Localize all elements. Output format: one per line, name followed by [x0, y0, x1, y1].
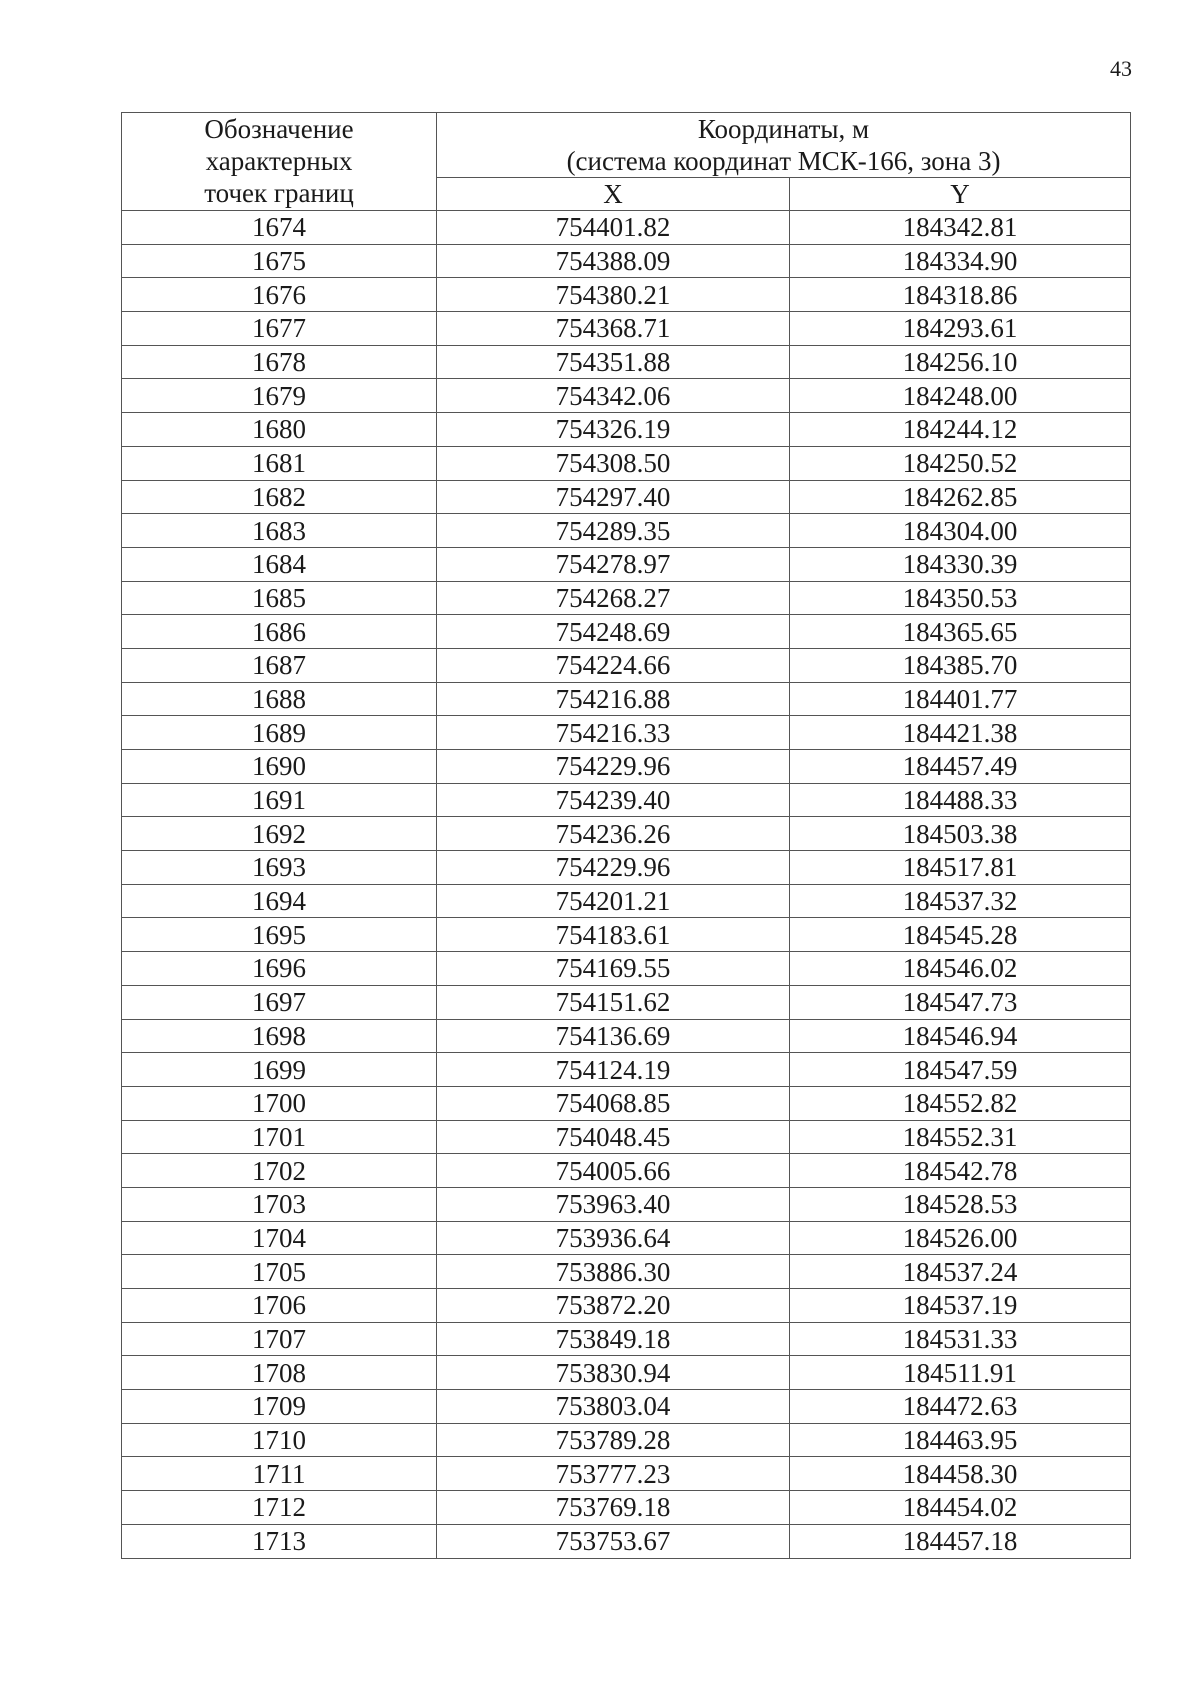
table-row [122, 446, 1131, 480]
table-row [122, 278, 1131, 312]
y-coordinate-cell: 184552.31 [790, 1120, 1131, 1154]
point-id-cell: 1696 [122, 952, 437, 986]
table-row [122, 1154, 1131, 1188]
y-coordinate-cell: 184511.91 [790, 1356, 1131, 1390]
point-id-cell: 1709 [122, 1390, 437, 1424]
point-id-cell: 1697 [122, 985, 437, 1019]
y-coordinate-cell: 184488.33 [790, 783, 1131, 817]
table-row [122, 514, 1131, 548]
point-id-cell: 1688 [122, 682, 437, 716]
y-coordinate-cell: 184545.28 [790, 918, 1131, 952]
header-x: X [437, 178, 790, 211]
x-coordinate-cell: 754297.40 [437, 480, 790, 514]
point-id-cell: 1695 [122, 918, 437, 952]
y-coordinate-cell: 184293.61 [790, 312, 1131, 346]
x-coordinate-cell: 753769.18 [437, 1491, 790, 1525]
y-coordinate-cell: 184547.73 [790, 985, 1131, 1019]
x-coordinate-cell: 754278.97 [437, 547, 790, 581]
y-coordinate-cell: 184472.63 [790, 1390, 1131, 1424]
point-id-cell: 1677 [122, 312, 437, 346]
x-coordinate-cell: 753753.67 [437, 1524, 790, 1558]
y-coordinate-cell: 184342.81 [790, 211, 1131, 245]
y-coordinate-cell: 184537.19 [790, 1289, 1131, 1323]
y-coordinate-cell: 184531.33 [790, 1322, 1131, 1356]
table-row [122, 716, 1131, 750]
table-row [122, 1524, 1131, 1558]
table-row [122, 1457, 1131, 1491]
y-coordinate-cell: 184552.82 [790, 1086, 1131, 1120]
x-coordinate-cell: 754268.27 [437, 581, 790, 615]
point-id-cell: 1686 [122, 615, 437, 649]
x-coordinate-cell: 753803.04 [437, 1390, 790, 1424]
point-id-cell: 1684 [122, 547, 437, 581]
table-row [122, 1255, 1131, 1289]
table-row [122, 312, 1131, 346]
table-row [122, 480, 1131, 514]
x-coordinate-cell: 754289.35 [437, 514, 790, 548]
point-id-cell: 1711 [122, 1457, 437, 1491]
x-coordinate-cell: 754239.40 [437, 783, 790, 817]
table-row [122, 1187, 1131, 1221]
table-row [122, 817, 1131, 851]
point-id-cell: 1713 [122, 1524, 437, 1558]
x-coordinate-cell: 753777.23 [437, 1457, 790, 1491]
x-coordinate-cell: 754048.45 [437, 1120, 790, 1154]
y-coordinate-cell: 184262.85 [790, 480, 1131, 514]
page-number: 43 [1110, 56, 1132, 81]
y-coordinate-cell: 184385.70 [790, 648, 1131, 682]
table-row [122, 682, 1131, 716]
y-coordinate-cell: 184457.18 [790, 1524, 1131, 1558]
x-coordinate-cell: 754229.96 [437, 750, 790, 784]
y-coordinate-cell: 184244.12 [790, 413, 1131, 447]
table-row [122, 413, 1131, 447]
y-coordinate-cell: 184304.00 [790, 514, 1131, 548]
x-coordinate-cell: 754326.19 [437, 413, 790, 447]
x-coordinate-cell: 753789.28 [437, 1423, 790, 1457]
point-id-cell: 1689 [122, 716, 437, 750]
table-row [122, 648, 1131, 682]
point-id-cell: 1698 [122, 1019, 437, 1053]
table-body [122, 211, 1131, 1559]
point-id-cell: 1674 [122, 211, 437, 245]
table-row [122, 615, 1131, 649]
point-id-cell: 1680 [122, 413, 437, 447]
y-coordinate-cell: 184421.38 [790, 716, 1131, 750]
x-coordinate-cell: 754380.21 [437, 278, 790, 312]
table-row [122, 211, 1131, 245]
x-coordinate-cell: 754342.06 [437, 379, 790, 413]
y-coordinate-cell: 184457.49 [790, 750, 1131, 784]
table-row [122, 547, 1131, 581]
y-coordinate-cell: 184256.10 [790, 345, 1131, 379]
point-id-cell: 1679 [122, 379, 437, 413]
point-id-cell: 1676 [122, 278, 437, 312]
point-id-cell: 1707 [122, 1322, 437, 1356]
x-coordinate-cell: 753886.30 [437, 1255, 790, 1289]
y-coordinate-cell: 184546.94 [790, 1019, 1131, 1053]
point-id-cell: 1699 [122, 1053, 437, 1087]
point-id-cell: 1694 [122, 884, 437, 918]
x-coordinate-cell: 754229.96 [437, 851, 790, 885]
point-id-cell: 1702 [122, 1154, 437, 1188]
x-coordinate-cell: 754169.55 [437, 952, 790, 986]
table-row [122, 1491, 1131, 1525]
y-coordinate-cell: 184526.00 [790, 1221, 1131, 1255]
x-coordinate-cell: 754216.88 [437, 682, 790, 716]
table-row [122, 851, 1131, 885]
y-coordinate-cell: 184401.77 [790, 682, 1131, 716]
x-coordinate-cell: 754388.09 [437, 244, 790, 278]
x-coordinate-cell: 754005.66 [437, 1154, 790, 1188]
y-coordinate-cell: 184547.59 [790, 1053, 1131, 1087]
header-point-designation [122, 113, 437, 211]
x-coordinate-cell: 754401.82 [437, 211, 790, 245]
point-id-cell: 1690 [122, 750, 437, 784]
coordinates-table [121, 112, 1131, 1559]
table-row [122, 952, 1131, 986]
point-id-cell: 1693 [122, 851, 437, 885]
table-row [122, 1289, 1131, 1323]
table-row [122, 1322, 1131, 1356]
table-row [122, 1053, 1131, 1087]
point-id-cell: 1703 [122, 1187, 437, 1221]
table-row [122, 884, 1131, 918]
point-id-cell: 1712 [122, 1491, 437, 1525]
table-row [122, 379, 1131, 413]
x-coordinate-cell: 754201.21 [437, 884, 790, 918]
y-coordinate-cell: 184454.02 [790, 1491, 1131, 1525]
x-coordinate-cell: 754151.62 [437, 985, 790, 1019]
y-coordinate-cell: 184250.52 [790, 446, 1131, 480]
point-id-cell: 1710 [122, 1423, 437, 1457]
header-coordinates [437, 113, 1131, 178]
point-id-cell: 1678 [122, 345, 437, 379]
y-coordinate-cell: 184463.95 [790, 1423, 1131, 1457]
x-coordinate-cell: 754224.66 [437, 648, 790, 682]
point-id-cell: 1708 [122, 1356, 437, 1390]
table-row [122, 244, 1131, 278]
y-coordinate-cell: 184318.86 [790, 278, 1131, 312]
table-row [122, 1356, 1131, 1390]
header-point-designation-line: характерных [205, 146, 353, 176]
x-coordinate-cell: 754124.19 [437, 1053, 790, 1087]
y-coordinate-cell: 184503.38 [790, 817, 1131, 851]
x-coordinate-cell: 753849.18 [437, 1322, 790, 1356]
point-id-cell: 1706 [122, 1289, 437, 1323]
header-y: Y [790, 178, 1131, 211]
table-row [122, 783, 1131, 817]
y-coordinate-cell: 184330.39 [790, 547, 1131, 581]
point-id-cell: 1692 [122, 817, 437, 851]
x-coordinate-cell: 754308.50 [437, 446, 790, 480]
point-id-cell: 1704 [122, 1221, 437, 1255]
table-row [122, 581, 1131, 615]
x-coordinate-cell: 754183.61 [437, 918, 790, 952]
table-row [122, 1221, 1131, 1255]
point-id-cell: 1701 [122, 1120, 437, 1154]
x-coordinate-cell: 754248.69 [437, 615, 790, 649]
point-id-cell: 1687 [122, 648, 437, 682]
header-coordinates-line: (система координат МСК-166, зона 3) [566, 146, 1001, 176]
point-id-cell: 1682 [122, 480, 437, 514]
y-coordinate-cell: 184537.24 [790, 1255, 1131, 1289]
table-row [122, 918, 1131, 952]
x-coordinate-cell: 753872.20 [437, 1289, 790, 1323]
y-coordinate-cell: 184365.65 [790, 615, 1131, 649]
x-coordinate-cell: 753963.40 [437, 1187, 790, 1221]
x-coordinate-cell: 754136.69 [437, 1019, 790, 1053]
point-id-cell: 1683 [122, 514, 437, 548]
x-coordinate-cell: 754351.88 [437, 345, 790, 379]
point-id-cell: 1691 [122, 783, 437, 817]
point-id-cell: 1681 [122, 446, 437, 480]
y-coordinate-cell: 184517.81 [790, 851, 1131, 885]
point-id-cell: 1685 [122, 581, 437, 615]
x-coordinate-cell: 753830.94 [437, 1356, 790, 1390]
x-coordinate-cell: 753936.64 [437, 1221, 790, 1255]
table-row [122, 1086, 1131, 1120]
y-coordinate-cell: 184350.53 [790, 581, 1131, 615]
header-coordinates-line: Координаты, м [697, 114, 870, 144]
y-coordinate-cell: 184528.53 [790, 1187, 1131, 1221]
x-coordinate-cell: 754216.33 [437, 716, 790, 750]
header-point-designation-line: Обозначение [204, 114, 354, 144]
table-row [122, 1390, 1131, 1424]
table-row [122, 1423, 1131, 1457]
point-id-cell: 1705 [122, 1255, 437, 1289]
table-row [122, 1120, 1131, 1154]
x-coordinate-cell: 754368.71 [437, 312, 790, 346]
y-coordinate-cell: 184458.30 [790, 1457, 1131, 1491]
table-row [122, 1019, 1131, 1053]
point-id-cell: 1700 [122, 1086, 437, 1120]
y-coordinate-cell: 184334.90 [790, 244, 1131, 278]
point-id-cell: 1675 [122, 244, 437, 278]
x-coordinate-cell: 754068.85 [437, 1086, 790, 1120]
table-header [122, 113, 1131, 211]
y-coordinate-cell: 184248.00 [790, 379, 1131, 413]
y-coordinate-cell: 184546.02 [790, 952, 1131, 986]
y-coordinate-cell: 184537.32 [790, 884, 1131, 918]
table-row [122, 750, 1131, 784]
y-coordinate-cell: 184542.78 [790, 1154, 1131, 1188]
table-row [122, 345, 1131, 379]
table-row [122, 985, 1131, 1019]
x-coordinate-cell: 754236.26 [437, 817, 790, 851]
header-point-designation-line: точек границ [204, 178, 354, 208]
